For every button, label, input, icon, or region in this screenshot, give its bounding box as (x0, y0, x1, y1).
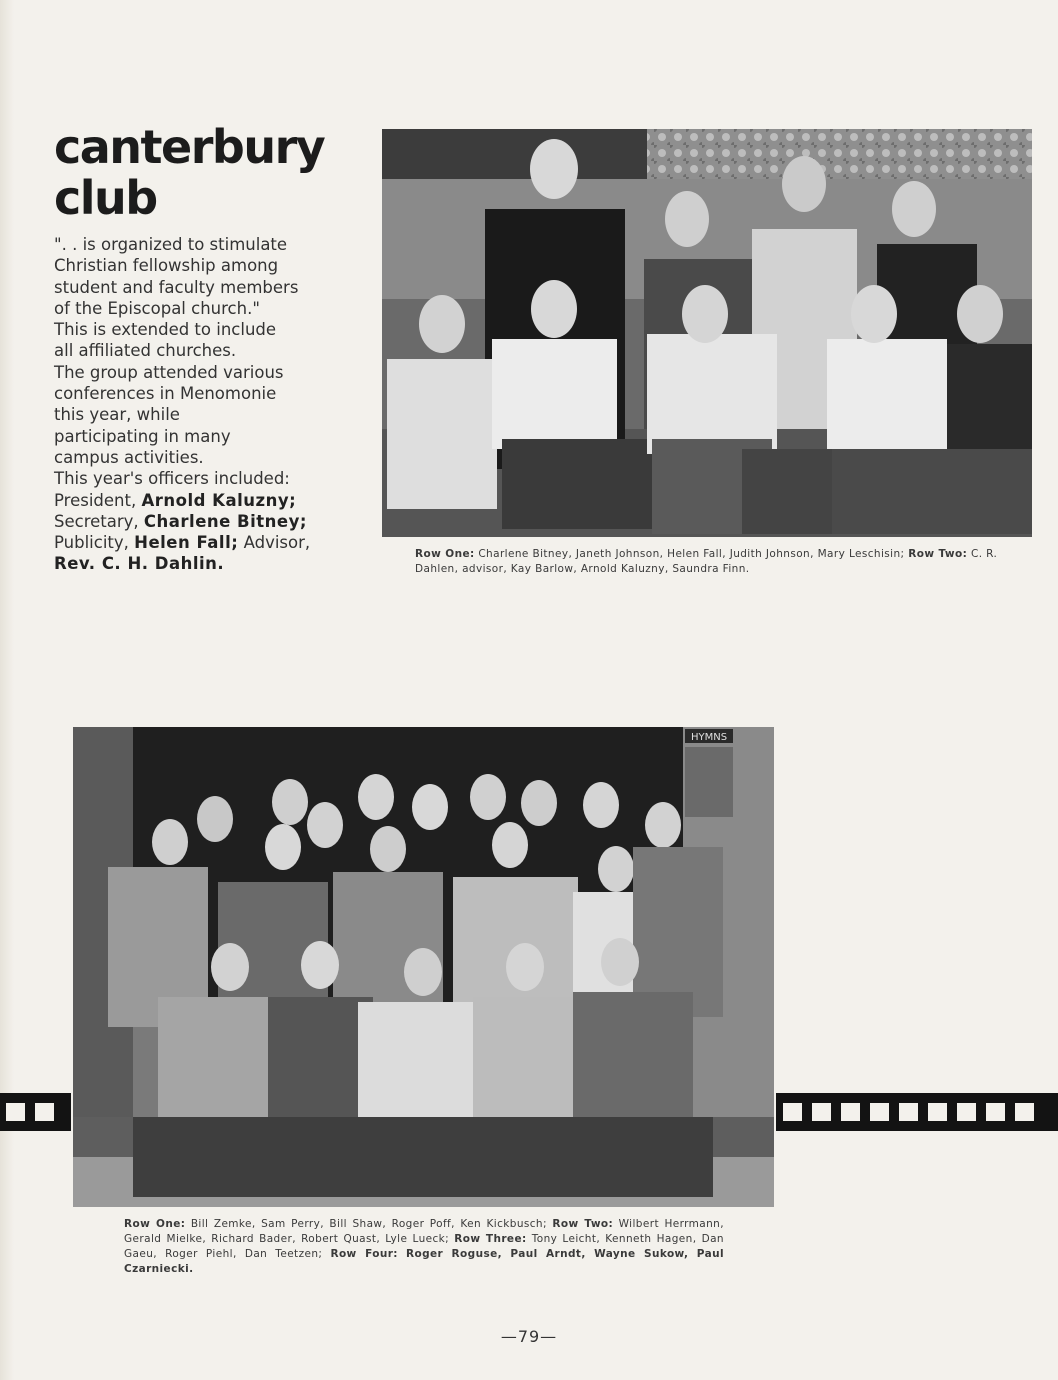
film-hole (812, 1103, 831, 1121)
film-hole (783, 1103, 802, 1121)
description-line: all affiliated churches. (54, 341, 237, 361)
officer-label: Secretary, (54, 511, 139, 531)
film-hole (899, 1103, 918, 1121)
group-photo-top (382, 129, 1032, 537)
group-photo-top-image (382, 129, 1032, 537)
description-line: participating in many (54, 426, 231, 446)
description-line: of the Episcopal church." (54, 298, 260, 318)
officer-name: Helen Fall; (134, 533, 239, 553)
officer-advisor (54, 553, 354, 574)
officer-president (54, 490, 354, 511)
caption-row-label: Row Two: (552, 1218, 614, 1230)
film-hole (6, 1103, 25, 1121)
caption-row-label: Row Four: (330, 1248, 398, 1260)
photo-caption-top (415, 547, 1015, 577)
film-strip-left (0, 1093, 71, 1131)
officer-name: Charlene Bitney; (143, 511, 307, 531)
photo-caption-bottom (124, 1217, 724, 1277)
officer-name: Arnold Kaluzny; (141, 490, 297, 510)
description-line: conferences in Menomonie (54, 384, 277, 404)
officer-publicity-advisor (54, 532, 354, 553)
caption-row-names: Charlene Bitney, Janeth Johnson, Helen Fall, Judith Johnson, Mary Leschisin; (478, 548, 905, 560)
caption-row-label: Row One: (124, 1218, 186, 1230)
group-photo-bottom (73, 727, 774, 1207)
caption-row-names: Tony Leicht, Kenneth Hagen, Dan Gaeu, Roger Piehl, Dan Teetzen; (124, 1233, 724, 1260)
club-description (54, 234, 354, 575)
officer-label: Publicity, (54, 533, 129, 553)
caption-row-label: Row Three: (454, 1233, 527, 1245)
film-hole (986, 1103, 1005, 1121)
film-hole (35, 1103, 54, 1121)
film-hole (928, 1103, 947, 1121)
description-line: ". . is organized to stimulate (54, 235, 288, 254)
officer-label: President, (54, 490, 137, 510)
title-line-1: canterbury (54, 120, 325, 174)
page-number: —79— (500, 1327, 558, 1346)
caption-row-names: Roger Roguse, Paul Arndt, Wayne Sukow, Paul Czarniecki. (124, 1248, 724, 1275)
group-photo-bottom-image (73, 727, 774, 1207)
description-line: campus activities. (54, 447, 204, 467)
title-line-2: club (54, 171, 157, 225)
caption-row-names: Bill Zemke, Sam Perry, Bill Shaw, Roger Poff, Ken Kickbusch; (190, 1218, 547, 1230)
film-hole (841, 1103, 860, 1121)
description-line: this year, while (54, 405, 180, 425)
film-hole (957, 1103, 976, 1121)
caption-row-names: Wilbert Herrmann, Gerald Mielke, Richard Bader, Robert Quast, Lyle Lueck; (124, 1218, 724, 1245)
caption-row-names: C. R. Dahlen, advisor, Kay Barlow, Arnold Kaluzny, Saundra Finn. (415, 548, 998, 575)
film-hole (1015, 1103, 1034, 1121)
film-strip-right (776, 1093, 1058, 1131)
description-line: The group attended various (54, 362, 284, 382)
caption-row-label: Row Two: (908, 548, 968, 560)
hymns-sign: HYMNS (690, 732, 728, 743)
description-line: This is extended to include (54, 320, 277, 340)
officer-label: Advisor, (243, 533, 311, 553)
page-title (54, 122, 324, 224)
description-line: student and faculty members (54, 277, 299, 297)
officer-name: Rev. C. H. Dahlin. (54, 554, 225, 574)
officer-secretary (54, 511, 354, 532)
page-edge (0, 0, 14, 1380)
film-hole (870, 1103, 889, 1121)
caption-row-label: Row One: (415, 548, 475, 560)
description-line: Christian fellowship among (54, 256, 279, 276)
description-line: This year's officers included: (54, 469, 290, 489)
